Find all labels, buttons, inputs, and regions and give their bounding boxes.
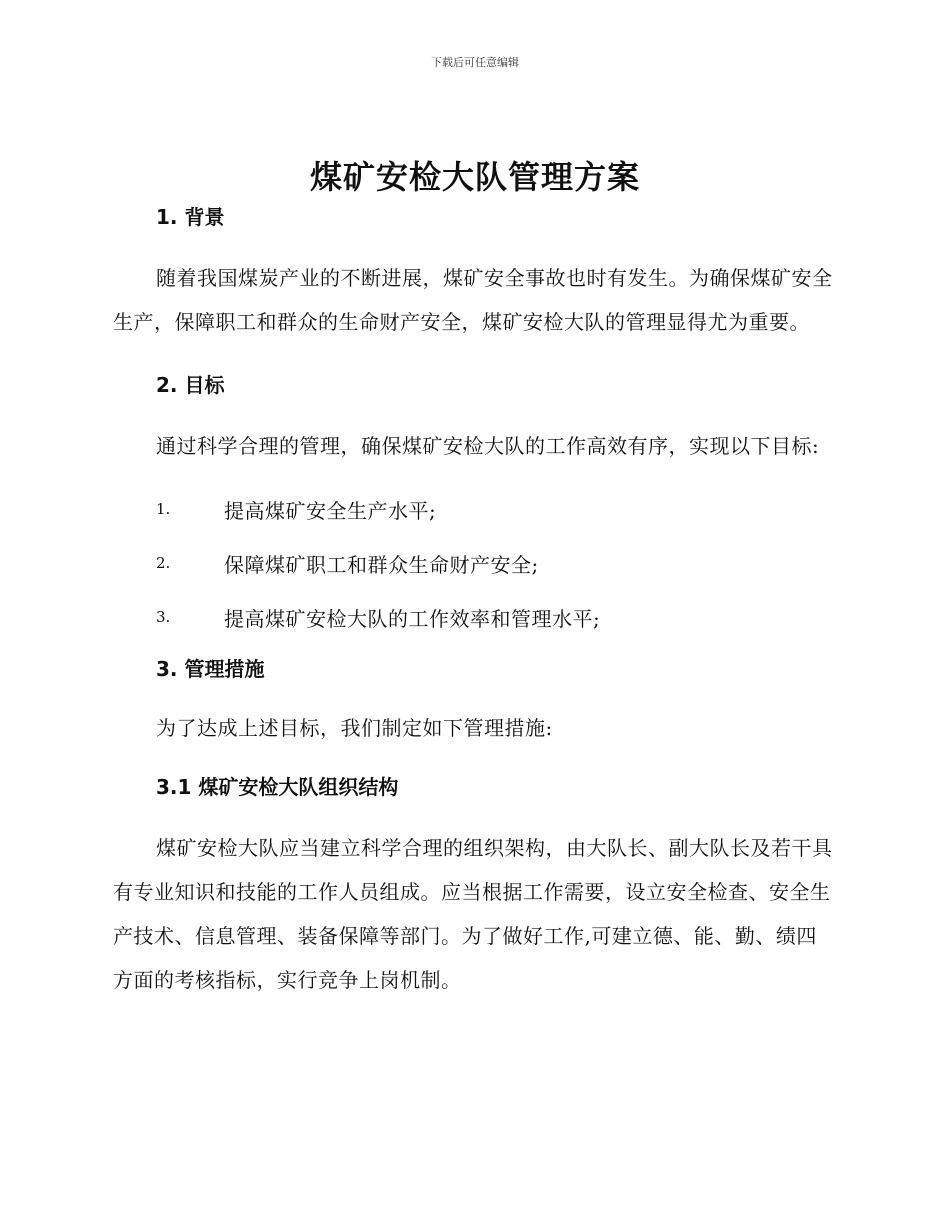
- list-item-text: 保障煤矿职工和群众生命财产安全;: [224, 552, 539, 577]
- section-heading-background: 1. 背景: [156, 205, 225, 229]
- list-item-number: 2.: [156, 554, 171, 572]
- list-item-text: 提高煤矿安全生产水平;: [224, 498, 437, 523]
- header-note: 下载后可任意编辑: [431, 56, 519, 69]
- section-heading-structure: 3.1 煤矿安检大队组织结构: [156, 775, 399, 799]
- list-item: [113, 494, 833, 524]
- section-heading-goals: 2. 目标: [156, 373, 225, 397]
- list-item-number: 3.: [156, 608, 171, 626]
- document-body: [113, 202, 833, 1002]
- paragraph-goals: 通过科学合理的管理，确保煤矿安检大队的工作高效有序，实现以下目标:: [156, 434, 820, 458]
- paragraph-measures: 为了达成上述目标，我们制定如下管理措施:: [156, 716, 553, 740]
- section-heading-measures: 3. 管理措施: [156, 657, 265, 681]
- list-item: [113, 548, 833, 578]
- paragraph-background: 随着我国煤炭产业的不断进展，煤矿安全事故也时有发生。为确保煤矿安全生产，保障职工和群众的生命财产安全，煤矿安检大队的管理显得尤为重要。: [113, 266, 833, 334]
- paragraph-structure: 煤矿安检大队应当建立科学合理的组织架构，由大队长、副大队长及若干具有专业知识和技能的工作人员组成。应当根据工作需要，设立安全检查、安全生产技术、信息管理、装备保障等部门。为了做好工作,可建立德、能、勤、绩四方面的考核指标，实行竞争上岗机制。: [113, 836, 833, 992]
- list-item-number: 1.: [156, 500, 171, 518]
- document-title: 煤矿安检大队管理方案: [309, 158, 640, 196]
- list-item-text: 提高煤矿安检大队的工作效率和管理水平;: [224, 606, 601, 631]
- list-item: [113, 602, 833, 632]
